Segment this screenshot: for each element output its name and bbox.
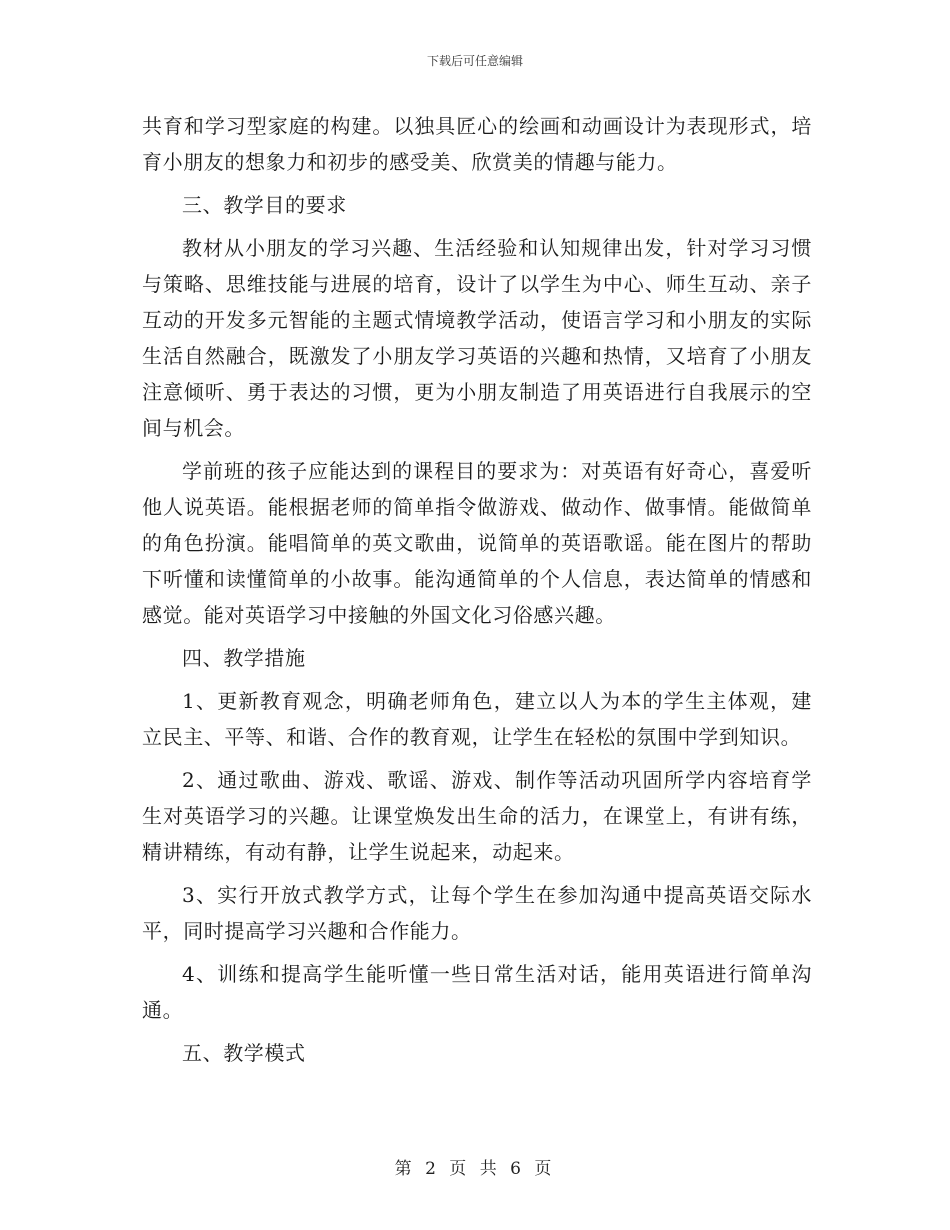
list-item-measure-3: 3、实行开放式教学方式，让每个学生在参加沟通中提高英语交际水平，同时提高学习兴趣和合作能力。 (142, 883, 812, 943)
list-item-measure-4: 4、训练和提高学生能听懂一些日常生活对话，能用英语进行简单沟通。 (142, 962, 812, 1022)
list-item-measure-1: 1、更新教育观念，明确老师角色，建立以人为本的学生主体观，建立民主、平等、和谐、合作的教育观，让学生在轻松的氛围中学到知识。 (142, 689, 812, 749)
section-heading-teaching-mode: 五、教学模式 (182, 1041, 306, 1065)
page-number: 第 2 页 共 6 页 (394, 1159, 556, 1179)
paragraph-course-goals: 学前班的孩子应能达到的课程目的要求为：对英语有好奇心，喜爱听他人说英语。能根据老师的简单指令做游戏、做动作、做事情。能做简单的角色扮演。能唱简单的英文歌曲，说简单的英语歌谣。能在图片的帮助下听懂和读懂简单的小故事。能沟通简单的个人信息，表达简单的情感和感觉。能对英语学习中接触的外国文化习俗感兴趣。 (142, 459, 812, 627)
document-body (142, 108, 812, 1071)
paragraph-textbook-design: 教材从小朋友的学习兴趣、生活经验和认知规律出发，针对学习习惯与策略、思维技能与进展的培育，设计了以学生为中心、师生互动、亲子互动的开发多元智能的主题式情境教学活动，使语言学习和小朋友的实际生活自然融合，既激发了小朋友学习英语的兴趣和热情，又培育了小朋友注意倾听、勇于表达的习惯，更为小朋友制造了用英语进行自我展示的空间与机会。 (142, 236, 812, 440)
section-heading-teaching-goals: 三、教学目的要求 (182, 193, 347, 217)
page-header: 下载后可任意编辑 (426, 54, 523, 68)
list-item-measure-2: 2、通过歌曲、游戏、歌谣、游戏、制作等活动巩固所学内容培育学生对英语学习的兴趣。让课堂焕发出生命的活力，在课堂上，有讲有练，精讲精练，有动有静，让学生说起来，动起来。 (142, 768, 812, 864)
paragraph-intro-continuation: 共育和学习型家庭的构建。以独具匠心的绘画和动画设计为表现形式，培育小朋友的想象力和初步的感受美、欣赏美的情趣与能力。 (142, 114, 812, 174)
section-heading-teaching-measures: 四、教学措施 (182, 646, 306, 670)
